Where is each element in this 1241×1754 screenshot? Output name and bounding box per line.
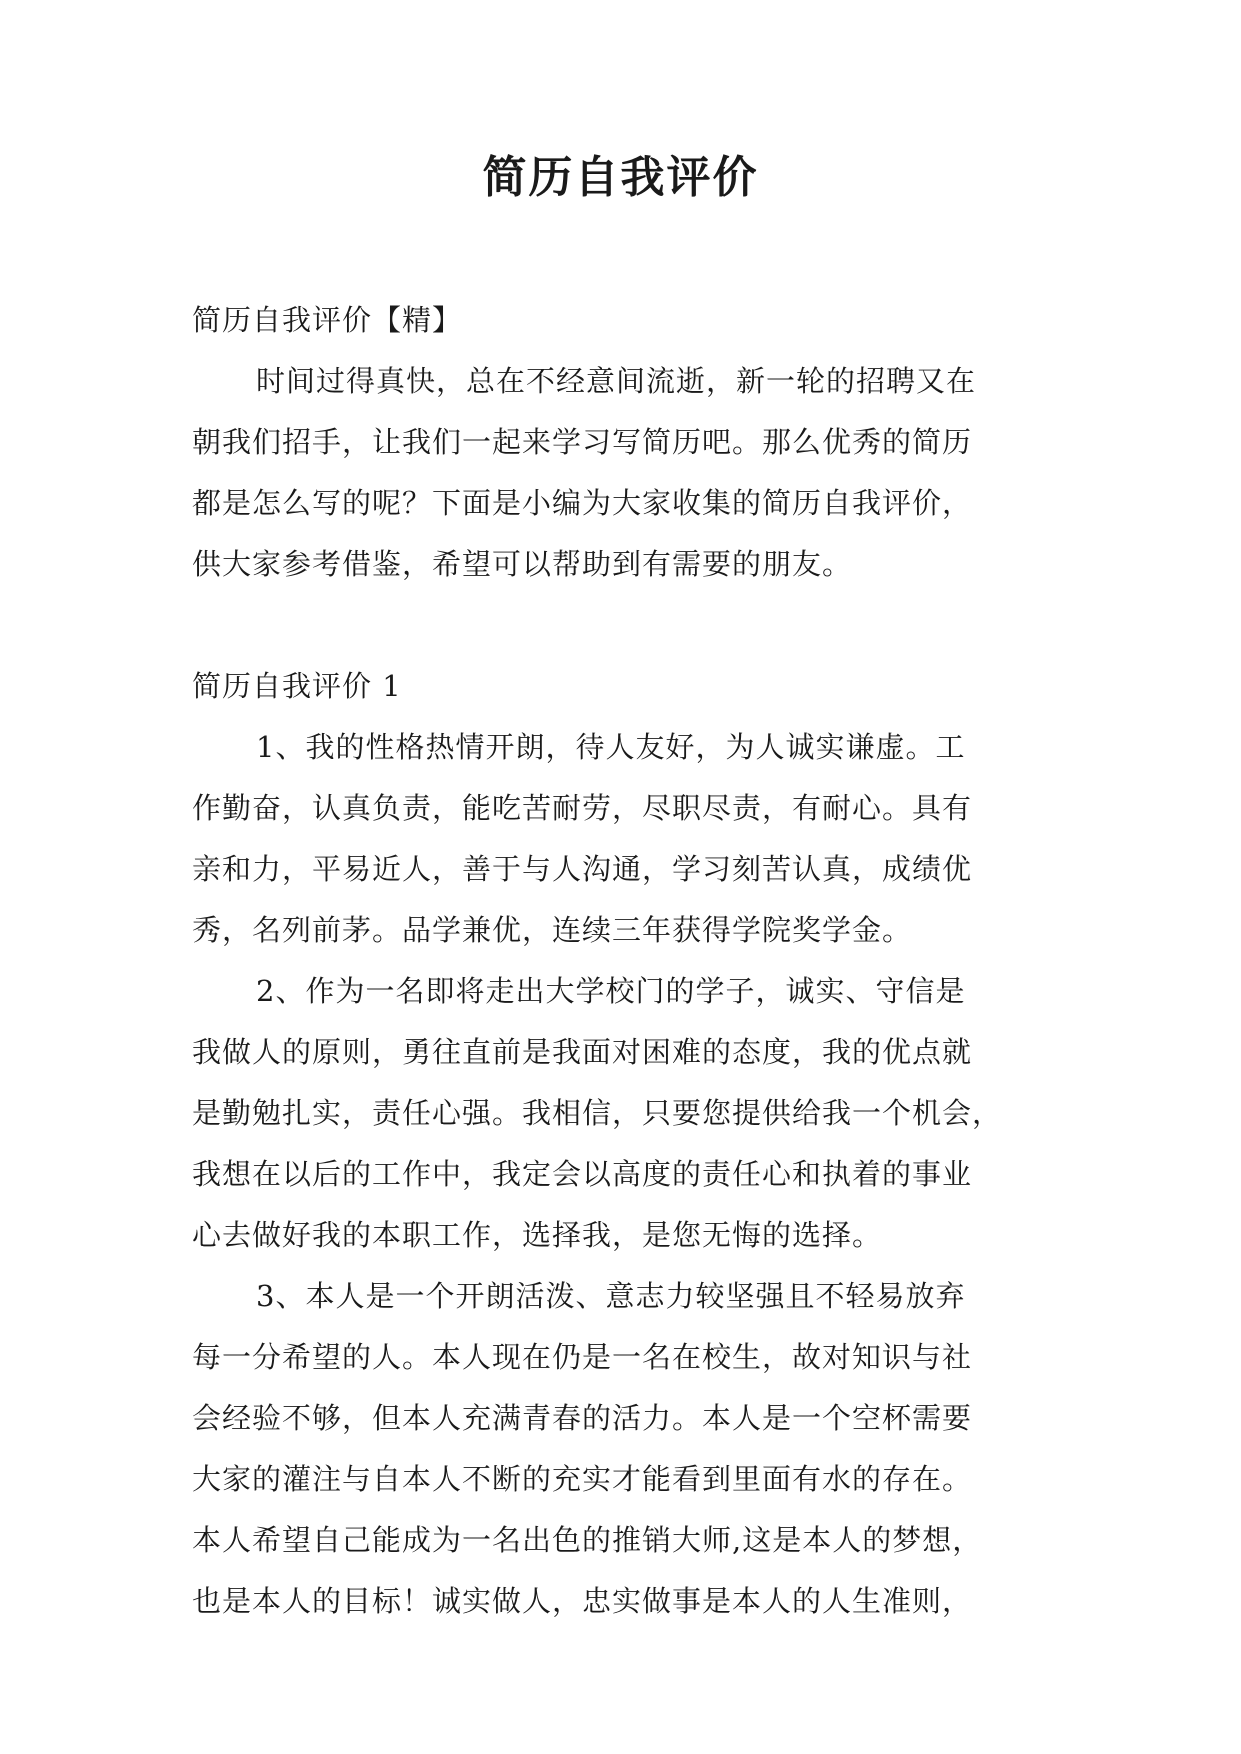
intro-paragraph-line: 都是怎么写的呢？下面是小编为大家收集的简历自我评价， [192,486,973,520]
intro-paragraph-line: 供大家参考借鉴，希望可以帮助到有需要的朋友。 [192,547,853,581]
document-body [192,290,1072,1632]
intro-paragraph-line: 朝我们招手，让我们一起来学习写简历吧。那么优秀的简历 [192,425,973,459]
item-3-line: 也是本人的目标！诚实做人，忠实做事是本人的人生准则， [192,1584,973,1618]
item-2-line: 我想在以后的工作中，我定会以高度的责任心和执着的事业 [192,1157,973,1191]
item-3-line: 每一分希望的人。本人现在仍是一名在校生，故对知识与社 [192,1340,973,1374]
item-1-line: 秀，名列前茅。品学兼优，连续三年获得学院奖学金。 [192,913,913,947]
item-3-line: 会经验不够，但本人充满青春的活力。本人是一个空杯需要 [192,1401,973,1435]
item-1-line: 1、我的性格热情开朗，待人友好，为人诚实谦虚。工 [256,730,966,764]
section-heading: 简历自我评价 1 [192,669,402,703]
item-1-line: 亲和力，平易近人，善于与人沟通，学习刻苦认真，成绩优 [192,852,973,886]
item-3-line: 大家的灌注与自本人不断的充实才能看到里面有水的存在。 [192,1462,973,1496]
item-3-line: 3、本人是一个开朗活泼、意志力较坚强且不轻易放弃 [256,1279,966,1313]
item-2-line: 是勤勉扎实，责任心强。我相信，只要您提供给我一个机会， [192,1096,1003,1130]
intro-paragraph-line: 时间过得真快，总在不经意间流逝，新一轮的招聘又在 [256,364,977,398]
item-1-line: 作勤奋，认真负责，能吃苦耐劳，尽职尽责，有耐心。具有 [192,791,973,825]
intro-heading: 简历自我评价【精】 [192,303,463,337]
item-2-line: 2、作为一名即将走出大学校门的学子，诚实、守信是 [256,974,966,1008]
item-3-line: 本人希望自己能成为一名出色的推销大师,这是本人的梦想， [192,1523,983,1557]
paragraph-gap [192,595,1072,656]
document-title: 简历自我评价 [482,152,759,203]
item-2-line: 心去做好我的本职工作，选择我，是您无悔的选择。 [192,1218,883,1252]
item-2-line: 我做人的原则，勇往直前是我面对困难的态度，我的优点就 [192,1035,973,1069]
